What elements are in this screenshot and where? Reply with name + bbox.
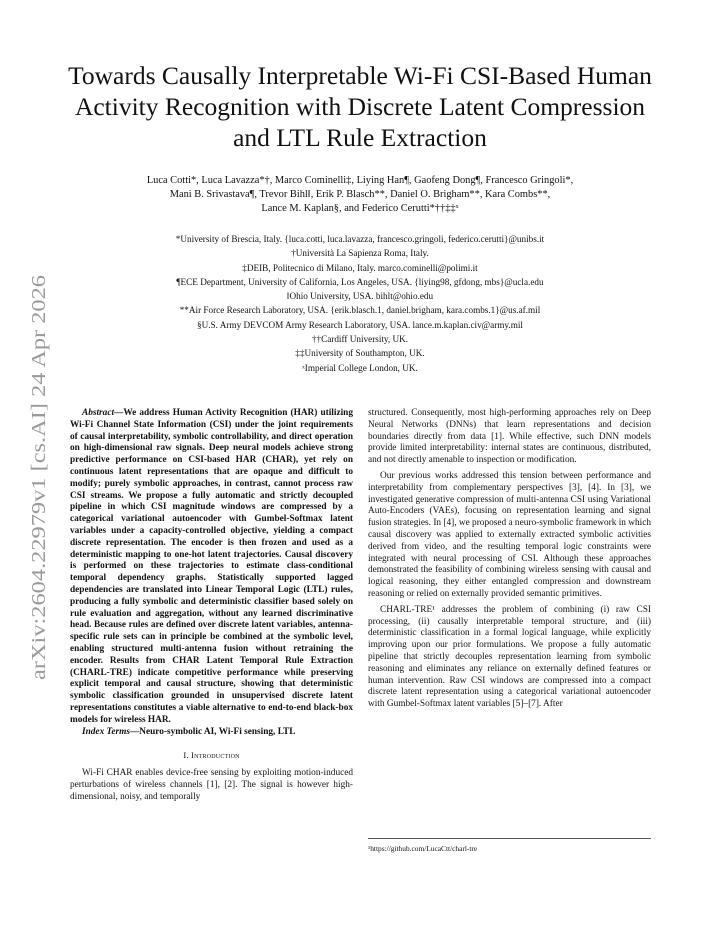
affiliation-line: §U.S. Army DEVCOM Army Research Laboratory, USA. lance.m.kaplan.civ@army.mil [197,319,523,330]
affiliation-line: *University of Brescia, Italy. {luca.cotti, luca.lavazza, francesco.gringoli, federico.cerutti}@unibs.it [175,234,545,244]
affiliation-line: **Air Force Research Laboratory, USA. {erik.blasch.1, daniel.brigham, kara.combs.1}@us.af.mil [179,305,541,316]
body-paragraph: structured. Consequently, most high-performing approaches rely on Deep Neural Networks (DNNs) that learn representations and decision boundaries directly from data [1]. While effective, such DNN models provide limited interpretability: internal states are continuous, distributed, and not directly amenable to inspection or modification. [368,408,651,466]
section-heading-introduction: I. Introduction [183,750,240,761]
affiliation-line: ††Cardiff University, UK. [311,334,409,345]
affiliation-line: ‖Ohio University, USA. bihlt@ohio.edu [286,291,434,302]
index-terms-text: —Neuro-symbolic AI, Wi-Fi sensing, LTL [129,726,296,737]
left-column [70,408,353,804]
affiliation-line: ‡DEIB, Politecnico di Milano, Italy. marco.cominelli@polimi.it [242,262,478,273]
affiliation-line: ¶ECE Department, University of California, Los Angeles, USA. {liying98, gfdong, mbs}@ucla.edu [176,276,544,287]
author-line: Mani B. Srivastava¶, Trevor Bihl‖, Erik P. Blasch**, Daniel O. Brigham**, Kara Combs**, [169,189,551,200]
arxiv-stamp [8,265,63,685]
abstract-text: —We address Human Activity Recognition (HAR) utilizing Wi-Fi Channel State Information (CSI) under the joint requirements of causal interpretability, symbolic controllability, and direct operation on high-dimensional raw signals. Deep neural models achieve strong predictive performance on CSI-based HAR (CHAR), yet rely on continuous latent representations that are opaque and difficult to modify; purely symbolic approaches, in contrast, cannot process raw CSI streams. We propose a fully automatic and strictly decoupled pipeline in which CSI magnitude windows are compressed by a categorical variational autoencoder with Gumbel-Softmax latent variables under a capacity-controlled objective, yielding a compact discrete representation. The encoder is then frozen and used as a deterministic mapping to one-hot latent trajectories. Causal discovery is performed on these trajectories to estimate class-conditional temporal dependency graphs. Statistically supported lagged dependencies are translated into Linear Temporal Logic (LTL) rules, producing a fully symbolic and deterministic classifier based solely on rule evaluation and aggregation, without any learned discriminative head. Because rules are defined over discrete latent variables, antenna-specific rule sets can in principle be combined at the symbolic level, enabling structured multi-antenna fusion without retraining the encoder. Results from CHAR Latent Temporal Rule Extraction (CHARL-TRE) indicate competitive performance while preserving explicit temporal and causal structure, showing that deterministic symbolic classification grounded in unsupervised discrete latent representations constitutes a viable alternative to end-to-end black-box models for wireless HAR. [70,408,353,725]
index-terms-lead: Index Terms [82,726,130,737]
index-terms [70,727,353,739]
abstract-lead: Abstract [82,408,115,418]
footnote [368,838,651,853]
author-list [70,174,650,216]
arxiv-identifier: arXiv:2604.22979v1 [cs.AI] 24 Apr 2026 [28,339,50,680]
footnote-link[interactable]: ¹https://github.com/LucaCtt/charl-tre [368,844,478,853]
affiliation-line: ‡‡University of Southampton, UK. [295,348,425,359]
intro-paragraph: Wi-Fi CHAR enables device-free sensing by exploiting motion-induced perturbations of wireless channels [1], [2]. The signal is however high-dimensional, noisy, and temporally [70,768,353,802]
author-line: Lance M. Kaplan§, and Federico Cerutti*††‡‡ˣ [261,203,459,214]
abstract [70,408,353,727]
affiliation-list [70,232,650,375]
body-paragraph: Our previous works addressed this tension between performance and interpretability from complementary perspectives [3], [4]. In [3], we investigated generative compression of multi-antenna CSI using Variational Auto-Encoders (VAEs), focusing on representation learning and signal fusion strategies. In [4], we proposed a neuro-symbolic framework in which causal discovery was applied to externally extracted symbolic activities derived from video, and the resulting temporal logic constraints were integrated with neural processing of CSI. Although these approaches demonstrated the feasibility of combining wireless sensing with causal and logical reasoning, they either entangled compression and downstream reasoning or relied on externally provided semantic primitives. [368,470,651,599]
author-line: Luca Cotti*, Luca Lavazza*†, Marco Cominelli‡, Liying Han¶, Gaofeng Dong¶, Francesco Gringoli*, [146,175,574,186]
paper-title: Towards Causally Interpretable Wi-Fi CSI-Based Human Activity Recognition with Discrete Latent Compression and LTL Rule Extraction [68,61,652,152]
affiliation-line: †Università La Sapienza Roma, Italy. [291,248,429,259]
body-paragraph: CHARL-TRE¹ addresses the problem of combining (i) raw CSI processing, (ii) causally interpretable temporal structure, and (iii) deterministic classification in a formal logical language, while explicitly improving upon our prior formulations. We propose a fully automatic pipeline that strictly decouples representation learning from symbolic reasoning and eliminates any reliance on externally defined features or human intervention. Raw CSI windows are compressed into a compact discrete latent representation using a categorical variational autoencoder with Gumbel-Softmax latent variables [5]–[7]. After [368,604,651,710]
right-column [368,408,651,711]
affiliation-line: ˣImperial College London, UK. [302,362,418,373]
